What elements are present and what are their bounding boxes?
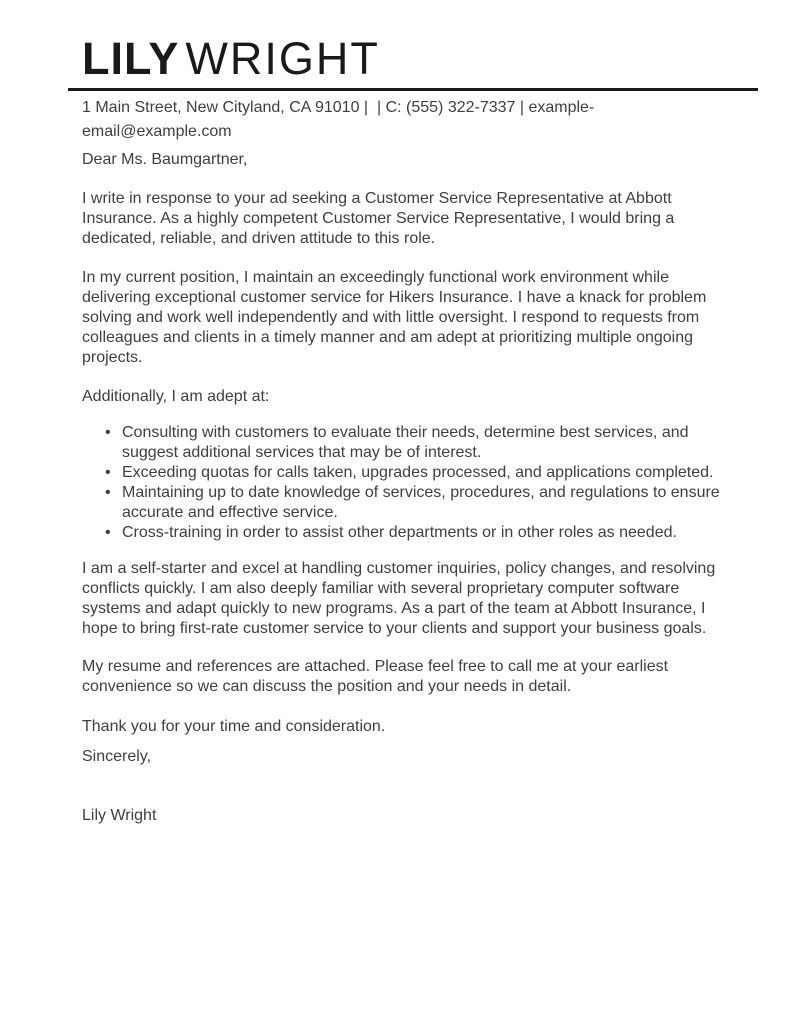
paragraph-thanks: Thank you for your time and consideration. (82, 718, 386, 735)
skills-list (82, 423, 724, 543)
letter-body (82, 96, 724, 826)
contact-info-line: 1 Main Street, New Cityland, CA 91010 | | C: (555) 322-7337 | example-email@example.com (82, 99, 595, 140)
salutation: Dear Ms. Baumgartner, (82, 151, 248, 168)
signature-name: Lily Wright (82, 807, 157, 824)
skills-list-item-consulting: • Consulting with customers to evaluate their needs, determine best services, and suggest additional services that may be of interest. (82, 423, 724, 463)
author-first-name: LILY (82, 33, 180, 84)
paragraph-list-intro: Additionally, I am adept at: (82, 388, 270, 405)
skills-list-item-cross-training: • Cross-training in order to assist other departments or in other roles as needed. (82, 523, 724, 543)
skills-list-item-knowledge: • Maintaining up to date knowledge of services, procedures, and regulations to ensure accurate and effective service. (82, 483, 724, 523)
skills-list-item-quotas: • Exceeding quotas for calls taken, upgrades processed, and applications completed. (82, 463, 724, 483)
header-divider (68, 88, 758, 91)
letter-author-name (82, 33, 800, 84)
valediction: Sincerely, (82, 748, 152, 765)
paragraph-resume-attached: My resume and references are attached. Please feel free to call me at your earliest convenience so we can discuss the position and your needs in detail. (82, 658, 669, 695)
paragraph-current-position: In my current position, I maintain an exceedingly functional work environment while delivering exceptional customer service for Hikers Insurance. I have a knack for problem solving and work well independently and with little oversight. I respond to requests from colleagues and clients in a timely manner and am adept at prioritizing multiple ongoing projects. (82, 269, 707, 366)
paragraph-self-starter: I am a self-starter and excel at handling customer inquiries, policy changes, and resolving conflicts quickly. I am also deeply familiar with several proprietary computer software systems and adapt quickly to new programs. As a part of the team at Abbott Insurance, I hope to bring first-rate customer service to your clients and support your business goals. (82, 560, 716, 637)
paragraph-opening: I write in response to your ad seeking a Customer Service Representative at Abbott Insurance. As a highly competent Customer Service Representative, I would bring a dedicated, reliable, and driven attitude to this role. (82, 190, 675, 247)
author-last-name: WRIGHT (185, 33, 380, 84)
